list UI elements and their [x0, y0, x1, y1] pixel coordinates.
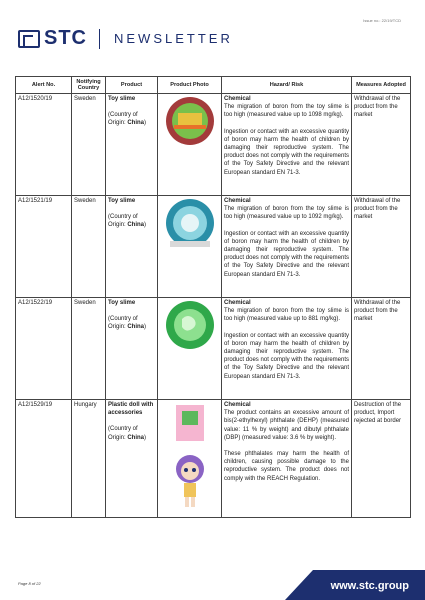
hazard-cell [222, 94, 352, 196]
product-photo-cell [158, 298, 222, 400]
hazard-cell [222, 298, 352, 400]
hazard-title: Chemical [224, 198, 251, 204]
footer-url-link[interactable]: www.stc.group [330, 580, 409, 592]
origin: (Country of Origin: China) [108, 112, 147, 127]
table-row [16, 400, 411, 518]
product-name: Plastic doll with accessories [108, 402, 154, 417]
hazard-title: Chemical [224, 402, 251, 408]
alert-no: A12/1521/19 [16, 196, 72, 298]
hazard-consequence: Ingestion or contact with an excessive quantity of boron may harm the health of children by damaging their reproductive system. The product does not comply with the requirements of the Toy Safety Directive and the relevant European standard EN 71-3. [224, 332, 349, 380]
product-photo-cell [158, 400, 222, 518]
alert-no: A12/1529/19 [16, 400, 72, 518]
product-name: Toy slime [108, 198, 136, 204]
hazard-consequence: Ingestion or contact with an excessive quantity of boron may harm the health of children by damaging their reproductive system. The product does not comply with the requirements of the Toy Safety Directive and the relevant European standard EN 71-3. [224, 128, 349, 176]
product-name: Toy slime [108, 96, 136, 102]
country: Hungary [72, 400, 106, 518]
origin: (Country of Origin: China) [108, 426, 147, 441]
logo-text: STC [44, 27, 87, 49]
origin: (Country of Origin: China) [108, 316, 147, 331]
table-row [16, 298, 411, 400]
hazard-detail: The migration of boron from the toy slime is too high (measured value up to 881 mg/kg). [224, 308, 349, 323]
alerts-table [15, 76, 411, 518]
measures: Withdrawal of the product from the market [352, 196, 411, 298]
header-product-photo: Product Photo [158, 77, 222, 94]
hazard-consequence: These phthalates may harm the health of children, causing possible damage to the reproductive system. The product does not comply with the REACH Regulation. [224, 451, 349, 482]
header-hazard-risk: Hazard/ Risk [222, 77, 352, 94]
table-row [16, 196, 411, 298]
stc-logo-icon [18, 30, 40, 48]
issue-number: Issue no.: 22/19/TCD [363, 18, 401, 23]
measures: Destruction of the product, Import rejected at border [352, 400, 411, 518]
alert-no: A12/1522/19 [16, 298, 72, 400]
product-cell [106, 94, 158, 196]
header-divider [99, 29, 100, 49]
product-cell [106, 196, 158, 298]
hazard-cell [222, 196, 352, 298]
hazard-title: Chemical [224, 300, 251, 306]
product-cell [106, 298, 158, 400]
product-photo-cell [158, 196, 222, 298]
header-product: Product [106, 77, 158, 94]
hazard-cell [222, 400, 352, 518]
country: Sweden [72, 94, 106, 196]
product-photo [160, 401, 219, 513]
table-header-row [16, 77, 411, 94]
country: Sweden [72, 196, 106, 298]
country: Sweden [72, 298, 106, 400]
hazard-detail: The migration of boron from the toy slime is too high (measured value up to 1092 mg/kg). [224, 206, 349, 221]
hazard-detail: The product contains an excessive amount of bis(2-ethylhexyl) phthalate (DEHP) (measured value: 11 % by weight) and dibutyl phthalate (DBP) (measured value: 3.6 % by weight). [224, 410, 349, 441]
hazard-title: Chemical [224, 96, 251, 102]
origin: (Country of Origin: China) [108, 214, 147, 229]
product-photo [160, 95, 219, 151]
table-row [16, 94, 411, 196]
header-notifying-country: Notifying Country [72, 77, 106, 94]
measures: Withdrawal of the product from the market [352, 298, 411, 400]
product-cell [106, 400, 158, 518]
measures: Withdrawal of the product from the market [352, 94, 411, 196]
hazard-detail: The migration of boron from the toy slime is too high (measured value up to 1098 mg/kg). [224, 104, 349, 119]
product-photo [160, 299, 219, 355]
header-logo [18, 27, 233, 50]
product-photo-cell [158, 94, 222, 196]
header-measures-adopted: Measures Adopted [352, 77, 411, 94]
header-alert-no: Alert No. [16, 77, 72, 94]
newsletter-title: NEWSLETTER [114, 31, 233, 46]
product-photo [160, 197, 219, 253]
alert-no: A12/1520/19 [16, 94, 72, 196]
page-number: Page 8 of 22 [18, 581, 41, 586]
product-name: Toy slime [108, 300, 136, 306]
hazard-consequence: Ingestion or contact with an excessive quantity of boron may harm the health of children by damaging their reproductive system. The product does not comply with the requirements of the Toy Safety Directive and the relevant European standard EN 71-3. [224, 230, 349, 278]
